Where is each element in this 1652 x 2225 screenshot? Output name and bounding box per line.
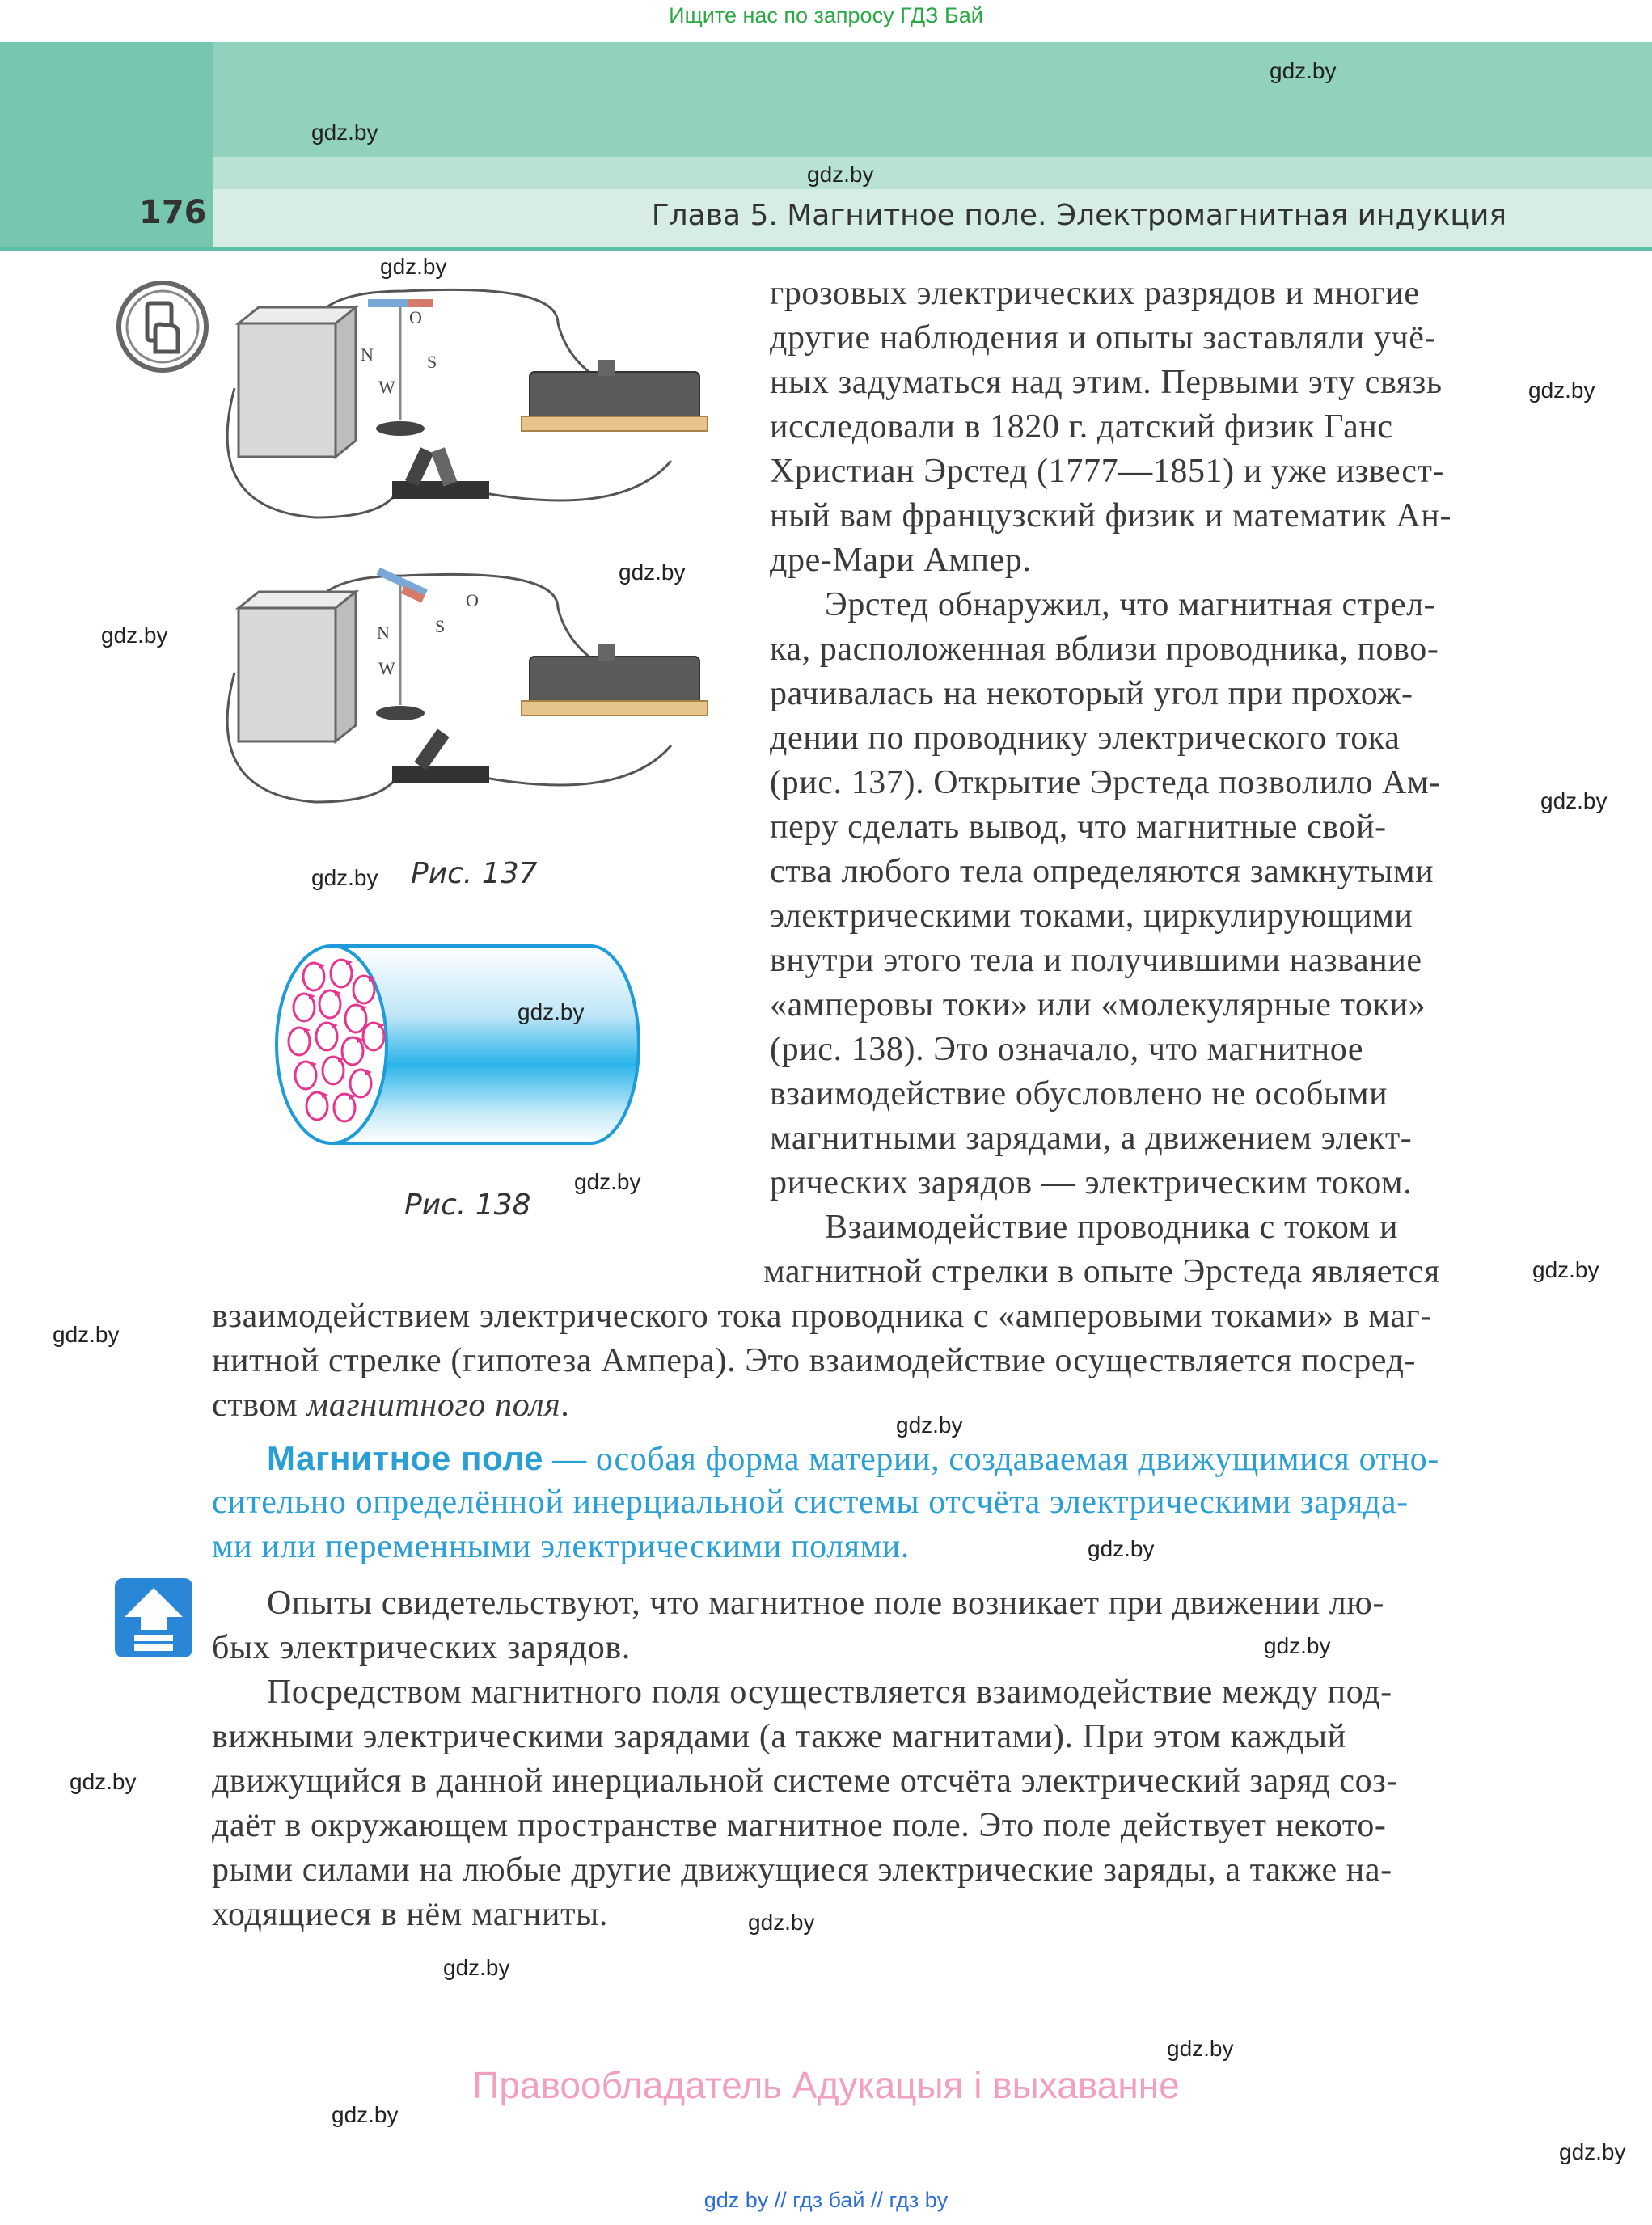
watermark: gdz.by <box>1167 2036 1234 2061</box>
definition-line: ми или переменными электрическими полями. <box>212 1528 910 1565</box>
compass-n-bottom: N <box>377 623 390 643</box>
text-line: перу сделать вывод, что магнитные свой- <box>770 809 1387 846</box>
text-line: (рис. 138). Это означало, что магнитное <box>770 1031 1364 1068</box>
text-line: Эрстед обнаружил, что магнитная стрел- <box>825 586 1436 623</box>
text-line: (рис. 137). Открытие Эрстеда позволило Ам- <box>770 764 1441 801</box>
compass-s-bottom: S <box>435 616 446 636</box>
definition-term: Магнитное поле <box>267 1439 544 1477</box>
text-line: дре-Мари Ампер. <box>770 542 1032 579</box>
text-line: взаимодействие обусловлено не особыми <box>770 1075 1388 1112</box>
watermark: gdz.by <box>311 865 378 890</box>
text-line: ный вам французский физик и математик Ан- <box>770 497 1452 534</box>
watermark: gdz.by <box>1559 2139 1626 2164</box>
compass-s-top: S <box>427 352 437 372</box>
watermark: gdz.by <box>332 2102 399 2127</box>
definition-line <box>267 1436 1439 1482</box>
circuit-top <box>227 289 708 517</box>
watermark: gdz.by <box>1532 1257 1599 1282</box>
text-line: Христиан Эрстед (1777—1851) и уже извест- <box>770 453 1445 490</box>
text-line: другие наблюдения и опыты заставляли учё- <box>770 319 1437 357</box>
term-italic-magnetic-field: магнитного поля <box>306 1387 561 1424</box>
watermark: gdz.by <box>574 1169 641 1194</box>
watermark: gdz.by <box>70 1769 137 1794</box>
text-line: ка, расположенная вблизи проводника, пово- <box>770 631 1439 668</box>
text-line: взаимодействием электрического тока проводника с «амперовыми токами» в маг- <box>212 1298 1432 1335</box>
text-line: грозовых электрических разрядов и многие <box>770 275 1420 312</box>
text-line: внутри этого тела и получившими название <box>770 942 1422 979</box>
text-line: электрическими токами, циркулирующими <box>770 897 1413 935</box>
text-line: «амперовы токи» или «молекулярные токи» <box>770 986 1426 1024</box>
watermark: gdz.by <box>619 559 686 585</box>
watermark: gdz.by <box>1528 378 1595 403</box>
text-line: Взаимодействие проводника с током и <box>825 1209 1399 1246</box>
compass-n-top: N <box>361 344 374 365</box>
figure-138-cylinder <box>267 938 663 1148</box>
compass-o-top: O <box>409 307 422 327</box>
text-line: движущийся в данной инерциальной системе отсчёта электрический заряд соз- <box>212 1763 1399 1800</box>
watermark: gdz.by <box>380 254 447 279</box>
text-line: дении по проводнику электрического тока <box>770 720 1401 757</box>
watermark: gdz.by <box>1270 58 1337 83</box>
figure-137-caption: Рис. 137 <box>411 857 538 890</box>
text-line: вижными электрическими зарядами (а также магнитами). При этом каждый <box>212 1718 1346 1755</box>
text-line: Опыты свидетельствуют, что магнитное поле возникает при движении лю- <box>267 1585 1384 1622</box>
definition-text: — особая форма материи, создаваемая движущимися отно- <box>543 1441 1439 1478</box>
text-line <box>212 1383 569 1428</box>
watermark: gdz.by <box>311 120 378 145</box>
watermark: gdz.by <box>53 1322 120 1347</box>
watermark: gdz.by <box>896 1412 963 1438</box>
definition-line: сительно определённой инерциальной системы отсчёта электрическими заряда- <box>212 1484 1409 1521</box>
page-number: 176 <box>139 194 207 231</box>
chapter-title: Глава 5. Магнитное поле. Электромагнитная индукция <box>651 199 1506 232</box>
top-search-note: Ищите нас по запросу ГДЗ Бай <box>669 3 983 27</box>
compass-w-top: W <box>378 377 395 397</box>
text-line: исследовали в 1820 г. датский физик Ганс <box>770 408 1393 445</box>
text-line: ства любого тела определяются замкнутыми <box>770 853 1434 890</box>
text-line: магнитными зарядами, а движением элект- <box>770 1120 1413 1157</box>
text-line: Посредством магнитного поля осуществляется взаимодействие между под- <box>267 1674 1392 1711</box>
text-line: рачивалась на некоторый угол при прохож- <box>770 675 1413 712</box>
header-band-middle <box>213 157 1652 189</box>
touch-hand-icon <box>115 279 210 374</box>
text-fragment: . <box>560 1387 570 1424</box>
watermark: gdz.by <box>1088 1536 1155 1561</box>
watermark: gdz.by <box>1264 1633 1331 1658</box>
watermark: gdz.by <box>1540 788 1608 813</box>
bottom-links[interactable]: gdz by // гдз бай // гдз by <box>703 2188 949 2212</box>
text-line: рыми силами на любые другие движущиеся электрические заряды, а также на- <box>212 1851 1392 1889</box>
watermark: gdz.by <box>101 623 168 648</box>
watermark: gdz.by <box>807 162 874 187</box>
watermark: gdz.by <box>518 999 585 1024</box>
text-line: ходящиеся в нём магниты. <box>212 1896 608 1933</box>
text-line: нитной стрелке (гипотеза Ампера). Это взаимодействие осуществляется посред- <box>212 1342 1417 1379</box>
figure-138-caption: Рис. 138 <box>404 1188 531 1222</box>
copyright-notice: Правообладатель Адукацыя і выхаванне <box>472 2064 1180 2106</box>
arrow-up-icon <box>113 1577 194 1659</box>
watermark: gdz.by <box>748 1910 815 1935</box>
compass-w-bottom: W <box>378 658 395 678</box>
text-line: ных задуматься над этим. Первыми эту связь <box>770 364 1443 401</box>
text-line: бых электрических зарядов. <box>212 1629 631 1666</box>
text-fragment: ством <box>212 1387 307 1424</box>
text-line: магнитной стрелки в опыте Эрстеда является <box>763 1253 1440 1290</box>
header-band-top <box>213 42 1652 157</box>
header-divider <box>0 247 1652 251</box>
compass-o-bottom: O <box>466 590 479 610</box>
watermark: gdz.by <box>443 1955 510 1980</box>
figure-137-circuits <box>218 275 736 825</box>
text-line: даёт в окружающем пространстве магнитное поле. Это поле действует некото- <box>212 1807 1387 1844</box>
text-line: рических зарядов — электрическим током. <box>770 1164 1413 1201</box>
